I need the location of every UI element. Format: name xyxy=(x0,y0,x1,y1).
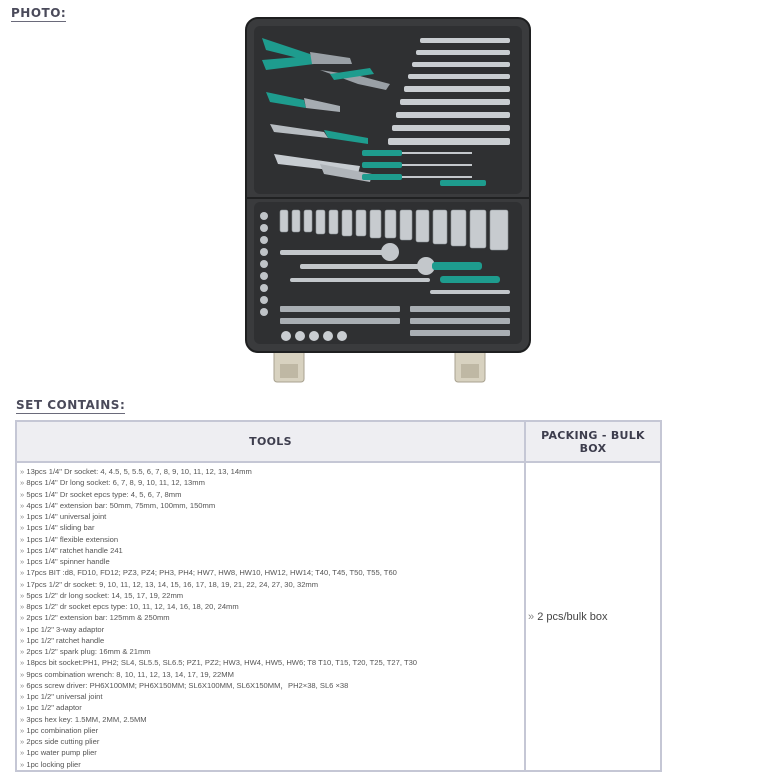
packing-column-header: PACKING - BULK BOX xyxy=(525,421,661,462)
tool-item: » 2pcs 1/2" extension bar: 125mm & 250mm xyxy=(20,612,520,623)
tool-item: » 9pcs combination wrench: 8, 10, 11, 12, 13, 14, 17, 19, 22MM xyxy=(20,669,520,680)
tool-item: » 4pcs 1/4" extension bar: 50mm, 75mm, 100mm, 150mm xyxy=(20,500,520,511)
tool-item: » 18pcs bit socket:PH1, PH2; SL4, SL5.5, SL6.5; PZ1, PZ2; HW3, HW4, HW5, HW6; T8 T10, T15, T20, T25, T27, T30 xyxy=(20,657,520,668)
tool-item: » 1pc 1/2" universal joint xyxy=(20,691,520,702)
tool-item: » 5pcs 1/4" Dr socket epcs type: 4, 5, 6, 7, 8mm xyxy=(20,489,520,500)
tool-item: » 3pcs hex key: 1.5MM, 2MM, 2.5MM xyxy=(20,714,520,725)
tool-item: » 1pc locking plier xyxy=(20,759,520,770)
tools-cell xyxy=(16,462,525,771)
table-row xyxy=(16,462,661,771)
photo-heading: PHOTO: xyxy=(11,6,67,20)
packing-cell xyxy=(525,462,661,771)
tool-item: » 6pcs screw driver: PH6X100MM; PH6X150MM; SL6X100MM, SL6X150MM，PH2×38, SL6 ×38 xyxy=(20,680,520,691)
tool-item: » 17pcs BIT :d8, FD10, FD12; PZ3, PZ4; PH3, PH4; HW7, HW8, HW10, HW12, HW14; T40, T45, T50, T55, T60 xyxy=(20,567,520,578)
tools-list xyxy=(20,466,520,770)
packing-value: » 2 pcs/bulk box xyxy=(528,611,608,623)
tool-item: » 1pcs 1/4" universal joint xyxy=(20,511,520,522)
tool-item: » 13pcs 1/4" Dr socket: 4, 4.5, 5, 5.5, 6, 7, 8, 9, 10, 11, 12, 13, 14mm xyxy=(20,466,520,477)
tool-item: » 1pcs 1/4" flexible extension xyxy=(20,534,520,545)
tool-item: » 1pc 1/2" 3-way adaptor xyxy=(20,624,520,635)
tool-item: » 8pcs 1/4" Dr long socket: 6, 7, 8, 9, 10, 11, 12, 13mm xyxy=(20,477,520,488)
contents-table xyxy=(15,420,662,772)
set-contains-heading: SET CONTAINS: xyxy=(16,398,126,412)
tool-item: » 2pcs 1/2" spark plug: 16mm & 21mm xyxy=(20,646,520,657)
table-header-row xyxy=(16,421,661,462)
tool-item: » 1pc 1/2" ratchet handle xyxy=(20,635,520,646)
tool-item: » 1pcs 1/4" ratchet handle 241 xyxy=(20,545,520,556)
tool-item: » 2pcs side cutting plier xyxy=(20,736,520,747)
tool-item: » 1pc water pump plier xyxy=(20,747,520,758)
small-sockets-group xyxy=(260,212,268,316)
product-photo xyxy=(240,14,534,384)
tool-item: » 1pcs 1/4" spinner handle xyxy=(20,556,520,567)
tool-item: » 1pcs 1/4" sliding bar xyxy=(20,522,520,533)
tool-item: » 1pc 1/2" adaptor xyxy=(20,702,520,713)
tool-item: » 1pc combination plier xyxy=(20,725,520,736)
tool-item: » 17pcs 1/2" dr socket: 9, 10, 11, 12, 13, 14, 15, 16, 17, 18, 19, 21, 22, 24, 27, 30, 32mm xyxy=(20,579,520,590)
tool-item: » 5pcs 1/2" dr long socket: 14, 15, 17, 19, 22mm xyxy=(20,590,520,601)
tools-column-header: TOOLS xyxy=(16,421,525,462)
tool-item: » 8pcs 1/2" dr socket epcs type: 10, 11, 12, 14, 16, 18, 20, 24mm xyxy=(20,601,520,612)
